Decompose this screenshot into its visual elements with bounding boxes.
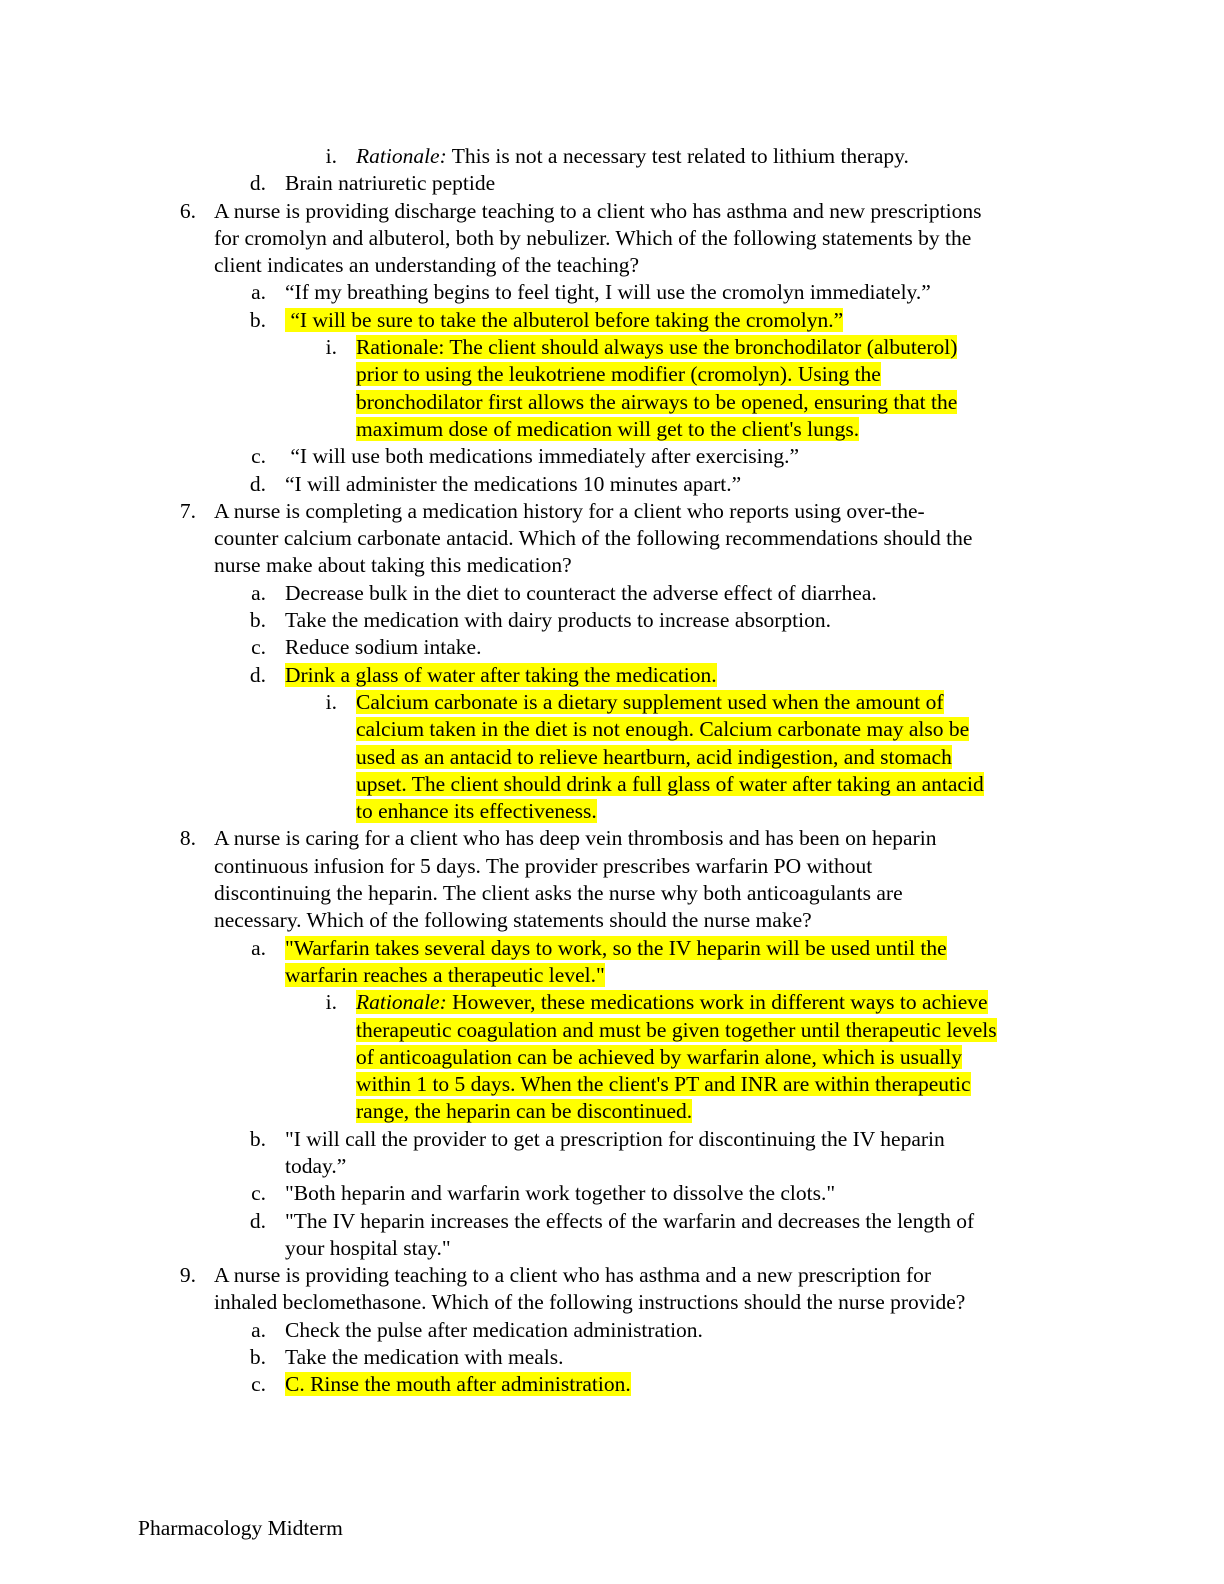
list-marker: c. <box>251 1181 266 1206</box>
list-marker: 9. <box>179 1263 196 1288</box>
text-segment: inhaled beclomethasone. Which of the following instructions should the nurse provide? <box>214 1290 966 1315</box>
line-text <box>285 1153 346 1180</box>
highlighted-text: prior to using the leukotriene modifier (cromolyn). Using the <box>356 362 881 387</box>
list-marker: b. <box>249 1126 266 1151</box>
highlighted-text: Rationale: The client should always use the bronchodilator (albuterol) <box>356 335 958 360</box>
text-line <box>0 1208 1224 1235</box>
text-segment: A nurse is providing discharge teaching to a client who has asthma and new prescriptions <box>214 198 982 223</box>
list-marker: 6. <box>179 198 196 223</box>
line-text <box>285 1344 564 1371</box>
highlighted-text: "Warfarin takes several days to work, so the IV heparin will be used until the <box>285 935 947 960</box>
list-marker: d. <box>249 471 266 496</box>
text-line <box>0 662 1224 689</box>
list-marker: i. <box>325 335 337 360</box>
text-line <box>0 279 1224 306</box>
text-line <box>0 1289 1224 1316</box>
text-line <box>0 1344 1224 1371</box>
line-text <box>356 416 859 443</box>
highlighted-text: However, these medications work in different ways to achieve <box>446 990 988 1015</box>
text-segment: Decrease bulk in the diet to counteract the adverse effect of diarrhea. <box>285 580 877 605</box>
highlighted-text: Rationale: <box>356 990 447 1015</box>
text-line <box>0 962 1224 989</box>
line-text <box>214 1289 965 1316</box>
highlighted-text: calcium taken in the diet is not enough. Calcium carbonate may also be <box>356 717 970 742</box>
line-text <box>214 1262 931 1289</box>
highlighted-text: “I will be sure to take the albuterol before taking the cromolyn.” <box>285 307 844 332</box>
text-line <box>0 552 1224 579</box>
text-line <box>0 198 1224 225</box>
line-text <box>214 825 936 852</box>
line-text <box>214 252 639 279</box>
highlighted-text: within 1 to 5 days. When the client's PT and INR are within therapeutic <box>356 1072 971 1097</box>
text-line <box>0 907 1224 934</box>
list-marker: b. <box>249 1345 266 1370</box>
line-text <box>285 662 717 689</box>
text-line <box>0 1017 1224 1044</box>
list-marker: i. <box>325 990 337 1015</box>
text-line <box>0 935 1224 962</box>
text-line <box>0 1126 1224 1153</box>
list-marker: c. <box>251 1372 266 1397</box>
line-text <box>285 170 495 197</box>
text-segment: Check the pulse after medication administration. <box>285 1317 703 1342</box>
line-text <box>285 471 741 498</box>
text-segment: This is not a necessary test related to lithium therapy. <box>446 144 909 168</box>
text-segment: “If my breathing begins to feel tight, I will use the cromolyn immediately.” <box>285 280 931 305</box>
page-footer: Pharmacology Midterm <box>138 1516 343 1540</box>
list-marker: i. <box>325 689 337 714</box>
text-line <box>0 825 1224 852</box>
line-text <box>356 689 944 716</box>
list-marker: d. <box>249 1208 266 1233</box>
text-line <box>0 1262 1224 1289</box>
highlighted-text: therapeutic coagulation and must be given together until therapeutic levels <box>356 1017 997 1042</box>
list-marker: i. <box>325 144 337 168</box>
text-line <box>0 252 1224 279</box>
line-text <box>285 634 481 661</box>
line-text <box>356 744 952 771</box>
text-line <box>0 525 1224 552</box>
text-line <box>0 498 1224 525</box>
line-text <box>214 880 903 907</box>
line-text <box>356 334 957 361</box>
line-text <box>285 1317 703 1344</box>
highlighted-text: used as an antacid to relieve heartburn, acid indigestion, and stomach <box>356 744 952 769</box>
text-segment: “I will use both medications immediately after exercising.” <box>285 444 800 469</box>
highlighted-text: warfarin reaches a therapeutic level." <box>285 962 605 987</box>
highlighted-text: to enhance its effectiveness. <box>356 799 597 824</box>
line-text <box>356 361 881 388</box>
line-text <box>285 307 843 334</box>
text-segment: A nurse is providing teaching to a client who has asthma and a new prescription for <box>214 1263 932 1288</box>
line-text <box>214 552 572 579</box>
list-marker: a. <box>251 935 266 960</box>
list-marker: d. <box>249 171 266 196</box>
text-line <box>0 443 1224 470</box>
line-text <box>356 1098 692 1125</box>
line-text <box>285 443 799 470</box>
line-text <box>285 279 931 306</box>
text-line <box>0 798 1224 825</box>
highlighted-text: Calcium carbonate is a dietary supplement used when the amount of <box>356 689 944 714</box>
text-segment: A nurse is completing a medication history for a client who reports using over-the- <box>214 498 925 523</box>
text-line <box>0 607 1224 634</box>
text-segment: Take the medication with meals. <box>285 1345 564 1370</box>
line-text <box>285 580 877 607</box>
text-segment: your hospital stay." <box>285 1235 451 1260</box>
text-line <box>0 1317 1224 1344</box>
line-text <box>356 716 969 743</box>
line-text <box>285 1371 631 1398</box>
text-line <box>0 361 1224 388</box>
text-line <box>0 225 1224 252</box>
highlighted-text: upset. The client should drink a full glass of water after taking an antacid <box>356 771 984 796</box>
highlighted-text: bronchodilator first allows the airways to be opened, ensuring that the <box>356 389 958 414</box>
text-line <box>0 170 1224 197</box>
text-segment: today.” <box>285 1153 347 1178</box>
line-text <box>285 1235 451 1262</box>
text-line <box>0 1044 1224 1071</box>
text-line <box>0 771 1224 798</box>
text-segment: "The IV heparin increases the effects of the warfarin and decreases the length of <box>285 1208 975 1233</box>
list-marker: b. <box>249 608 266 633</box>
text-line <box>0 1098 1224 1125</box>
line-text <box>285 962 605 989</box>
text-line <box>0 989 1224 1016</box>
line-text <box>214 198 981 225</box>
text-segment: Reduce sodium intake. <box>285 635 482 660</box>
line-text <box>214 853 872 880</box>
text-segment: continuous infusion for 5 days. The provider prescribes warfarin PO without <box>214 853 873 878</box>
highlighted-text: C. Rinse the mouth after administration. <box>285 1372 631 1397</box>
line-text <box>214 907 812 934</box>
text-line <box>0 880 1224 907</box>
line-text <box>356 798 597 825</box>
text-line <box>0 634 1224 661</box>
text-line <box>0 471 1224 498</box>
highlighted-text: range, the heparin can be discontinued. <box>356 1099 693 1124</box>
highlighted-text: maximum dose of medication will get to the client's lungs. <box>356 416 860 441</box>
text-line <box>0 389 1224 416</box>
list-marker: a. <box>251 1317 266 1342</box>
line-text <box>356 1044 962 1071</box>
line-text <box>356 771 984 798</box>
list-marker: c. <box>251 444 266 469</box>
highlighted-text: Drink a glass of water after taking the medication. <box>285 662 717 687</box>
text-line <box>0 307 1224 334</box>
text-segment: necessary. Which of the following statements should the nurse make? <box>214 908 812 933</box>
text-segment: "Both heparin and warfarin work together to dissolve the clots." <box>285 1181 836 1206</box>
line-text <box>356 1071 971 1098</box>
list-marker: b. <box>249 307 266 332</box>
text-line <box>0 416 1224 443</box>
text-segment: “I will administer the medications 10 minutes apart.” <box>285 471 742 496</box>
line-text <box>214 225 971 252</box>
text-line <box>0 580 1224 607</box>
line-text <box>214 525 972 552</box>
text-segment: discontinuing the heparin. The client asks the nurse why both anticoagulants are <box>214 881 903 906</box>
text-line <box>0 744 1224 771</box>
list-marker: 8. <box>179 826 196 851</box>
line-text <box>285 1208 974 1235</box>
text-segment: nurse make about taking this medication? <box>214 553 572 578</box>
text-line <box>0 1180 1224 1207</box>
text-line <box>0 143 1224 170</box>
list-marker: 7. <box>179 498 196 523</box>
text-line <box>0 334 1224 361</box>
line-text <box>285 1126 945 1153</box>
document-body <box>0 143 1224 1399</box>
line-text <box>214 498 925 525</box>
text-segment: Rationale: <box>356 144 447 168</box>
text-line <box>0 1371 1224 1398</box>
line-text <box>356 143 909 170</box>
line-text <box>356 389 957 416</box>
text-line <box>0 1235 1224 1262</box>
text-segment: "I will call the provider to get a prescription for discontinuing the IV heparin <box>285 1126 945 1151</box>
text-line <box>0 853 1224 880</box>
text-segment: Take the medication with dairy products to increase absorption. <box>285 608 831 633</box>
line-text <box>285 935 947 962</box>
text-segment: Brain natriuretic peptide <box>285 171 496 196</box>
line-text <box>356 989 988 1016</box>
list-marker: d. <box>249 662 266 687</box>
list-marker: a. <box>251 280 266 305</box>
text-segment: client indicates an understanding of the teaching? <box>214 253 640 278</box>
line-text <box>356 1017 997 1044</box>
text-segment: A nurse is caring for a client who has deep vein thrombosis and has been on heparin <box>214 826 937 851</box>
list-marker: a. <box>251 580 266 605</box>
highlighted-text: of anticoagulation can be achieved by warfarin alone, which is usually <box>356 1044 962 1069</box>
text-segment: for cromolyn and albuterol, both by nebulizer. Which of the following statements by the <box>214 225 972 250</box>
list-marker: c. <box>251 635 266 660</box>
text-line <box>0 1153 1224 1180</box>
text-segment: counter calcium carbonate antacid. Which of the following recommendations should the <box>214 526 973 551</box>
text-line <box>0 1071 1224 1098</box>
line-text <box>285 1180 835 1207</box>
text-line <box>0 716 1224 743</box>
text-line <box>0 689 1224 716</box>
line-text <box>285 607 831 634</box>
